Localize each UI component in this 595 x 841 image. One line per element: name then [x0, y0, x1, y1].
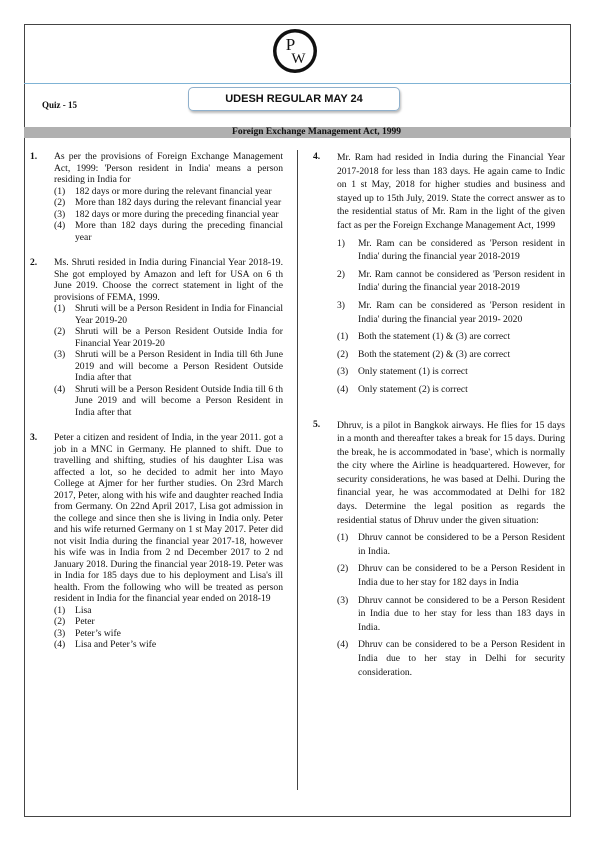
header-rule	[24, 83, 571, 84]
option-text: Both the statement (1) & (3) are correct	[358, 331, 511, 343]
option-list	[54, 303, 283, 418]
option-text: 182 days or more during the relevant financial year	[75, 185, 272, 197]
option-text: Lisa and Peter’s wife	[75, 639, 157, 650]
statement-list	[337, 237, 565, 327]
option-number: (3)	[54, 349, 66, 360]
right-column	[313, 151, 565, 683]
option	[337, 531, 565, 558]
question-number: 4.	[313, 151, 321, 162]
option	[54, 197, 283, 209]
option-text: Both the statement (2) & (3) are correct	[358, 348, 511, 360]
option-number: (1)	[337, 532, 349, 544]
option	[337, 383, 565, 397]
question-stem: Dhruv, is a pilot in Bangkok airways. He flies for 15 days in a month and thereafter takes a break for 15 days. During the break, he is accommodated in 'base', which is normally the city where the Airline is headquartered. However, for security considerations, he was based at Delhi. During the financial year, he was accommodated at Delhi for 182 days. Determine the legal position as regards the residential status of Dhruv under the given situation:	[337, 419, 565, 526]
option-number: (3)	[54, 627, 66, 639]
option-number: (3)	[54, 208, 66, 220]
svg-text:W: W	[291, 51, 306, 67]
option-number: (4)	[54, 220, 66, 231]
option	[337, 594, 565, 635]
subject-banner: Foreign Exchange Management Act, 1999	[24, 127, 571, 138]
question-3	[30, 432, 283, 651]
option-text: Shruti will be a Person Resident in India till 6th June 2019 and will become a Person Resident Outside India after that	[75, 349, 283, 383]
left-column	[30, 151, 283, 651]
option	[54, 384, 283, 419]
option-text: Peter	[75, 616, 95, 627]
option-number: (1)	[54, 303, 66, 314]
option-number: (2)	[54, 197, 66, 208]
option-text: 182 days or more during the preceding financial year	[75, 208, 279, 220]
question-stem: As per the provisions of Foreign Exchange Management Act, 1999: 'Person resident in India' means a person residing in India for	[54, 151, 283, 185]
batch-title: UDESH REGULAR MAY 24	[188, 87, 400, 111]
option-number: (1)	[337, 331, 349, 343]
option	[54, 209, 283, 221]
option	[337, 365, 565, 379]
option-number: (4)	[337, 639, 349, 651]
option	[54, 605, 283, 617]
statement-number: 2)	[337, 268, 345, 280]
option-list	[54, 186, 283, 244]
question-4	[313, 151, 565, 397]
question-stem: Peter a citizen and resident of India, in the year 2011. got a job in a MNC in Germany. He planned to shift. Due to travelling and shifting, studies of his daughter Lisa was affected a lot, so he decided to admit her into Mayo College at Ajmer for her further studies. On 23rd March 2017, Peter, along with his wife and daughter reached India from Germany. On 22nd April 2017, Lisa got admission in the college and since then she is living in India only. Peter and his wife returned Germany on 1 st May 2017. Peter did not visit India during the financial year 2017-18, however his wife was in India from 2 nd December 2017 to 2 nd January 2018. During the financial year 2018-19. Peter was in India for 185 days due to his deployment and Lisa's ill health. From the following who will be treated as person resident in India for the financial year ended on 2018-19	[54, 432, 283, 604]
question-1	[30, 151, 283, 243]
option-number: (2)	[54, 326, 66, 337]
question-stem: Mr. Ram had resided in India during the Financial Year 2017-2018 for less than 183 days. He again came to Indic on 1 st May, 2018 for higher studies and business and stayed up to 15th July, 2019. State the correct answer as to the residential status of Mr. Ram in the light of the given fact as per the Foreign Exchange Management Act, 1999	[337, 152, 565, 231]
option-number: (4)	[337, 383, 349, 395]
option-number: (4)	[54, 639, 66, 650]
option-text: Peter’s wife	[75, 627, 121, 639]
option-number: (2)	[337, 563, 349, 575]
option	[337, 638, 565, 679]
option	[54, 326, 283, 349]
statement	[337, 237, 565, 264]
option	[337, 562, 565, 589]
question-number: 1.	[30, 151, 38, 162]
option-text: Dhruv cannot be considered to be a Person Resident in India due to her stay for less than 183 days in India.	[358, 594, 565, 633]
option-text: Shruti will be a Person Resident Outside India till 6 th June 2019 and will become a Person Resident in India after that	[75, 383, 283, 418]
option-number: (3)	[337, 366, 349, 378]
option	[54, 349, 283, 384]
question-number: 5.	[313, 418, 321, 430]
statement	[337, 299, 565, 326]
question-number: 3.	[30, 432, 38, 443]
option	[337, 330, 565, 344]
statement-number: 1)	[337, 237, 345, 249]
option	[54, 639, 283, 651]
statement-text: Mr. Ram can be considered as 'Person resident in India' during the financial year 2018-2019	[358, 237, 565, 263]
option	[54, 616, 283, 628]
option-number: (4)	[54, 383, 66, 395]
quiz-label: Quiz - 15	[42, 100, 77, 110]
option-text: Dhruv cannot be considered to be a Person Resident in India.	[358, 532, 565, 557]
question-2	[30, 257, 283, 418]
svg-text:P: P	[285, 35, 296, 54]
statement	[337, 268, 565, 295]
option-text: Lisa	[75, 604, 92, 616]
option-number: (2)	[337, 348, 349, 360]
statement-text: Mr. Ram can be considered as 'Person resident in India' during the financial year 2019- 2020	[358, 299, 565, 325]
option-list	[337, 330, 565, 396]
option-text: More than 182 days during the preceding financial year	[75, 220, 283, 243]
option-text: Dhruv can be considered to be a Person Resident in India due to her stay for 182 days in India	[358, 563, 565, 589]
option-number: (2)	[54, 616, 66, 627]
pw-logo	[272, 28, 318, 74]
question-number: 2.	[30, 257, 38, 268]
option-text: Only statement (1) is correct	[358, 366, 468, 378]
option	[337, 348, 565, 362]
option	[54, 220, 283, 243]
option-number: (1)	[54, 604, 66, 616]
option-list	[337, 531, 565, 679]
option-number: (3)	[337, 594, 349, 606]
option	[54, 628, 283, 640]
statement-text: Mr. Ram cannot be considered as 'Person resident in India' during the financial year 2018-2019	[358, 268, 565, 294]
option-list	[54, 605, 283, 651]
option-text: More than 182 days during the relevant financial year	[75, 197, 282, 208]
question-5	[313, 419, 565, 680]
option-text: Dhruv can be considered to be a Person Resident in India due to her stay in Delhi for security consideration.	[358, 639, 565, 678]
question-stem: Ms. Shruti resided in India during Financial Year 2018-19. She got employed by Amazon and left for USA on 6 th June 2019. Choose the correct statement in light of the provisions of FEMA, 1999.	[54, 257, 283, 303]
column-divider	[297, 150, 298, 790]
option-text: Only statement (2) is correct	[358, 383, 468, 395]
option-text: Shruti will be a Person Resident Outside India for Financial Year 2019-20	[75, 326, 283, 349]
statement-number: 3)	[337, 299, 345, 311]
option-text: Shruti will be a Person Resident in India for Financial Year 2019-20	[75, 303, 283, 326]
option-number: (1)	[54, 185, 66, 197]
option	[54, 303, 283, 326]
option	[54, 186, 283, 198]
